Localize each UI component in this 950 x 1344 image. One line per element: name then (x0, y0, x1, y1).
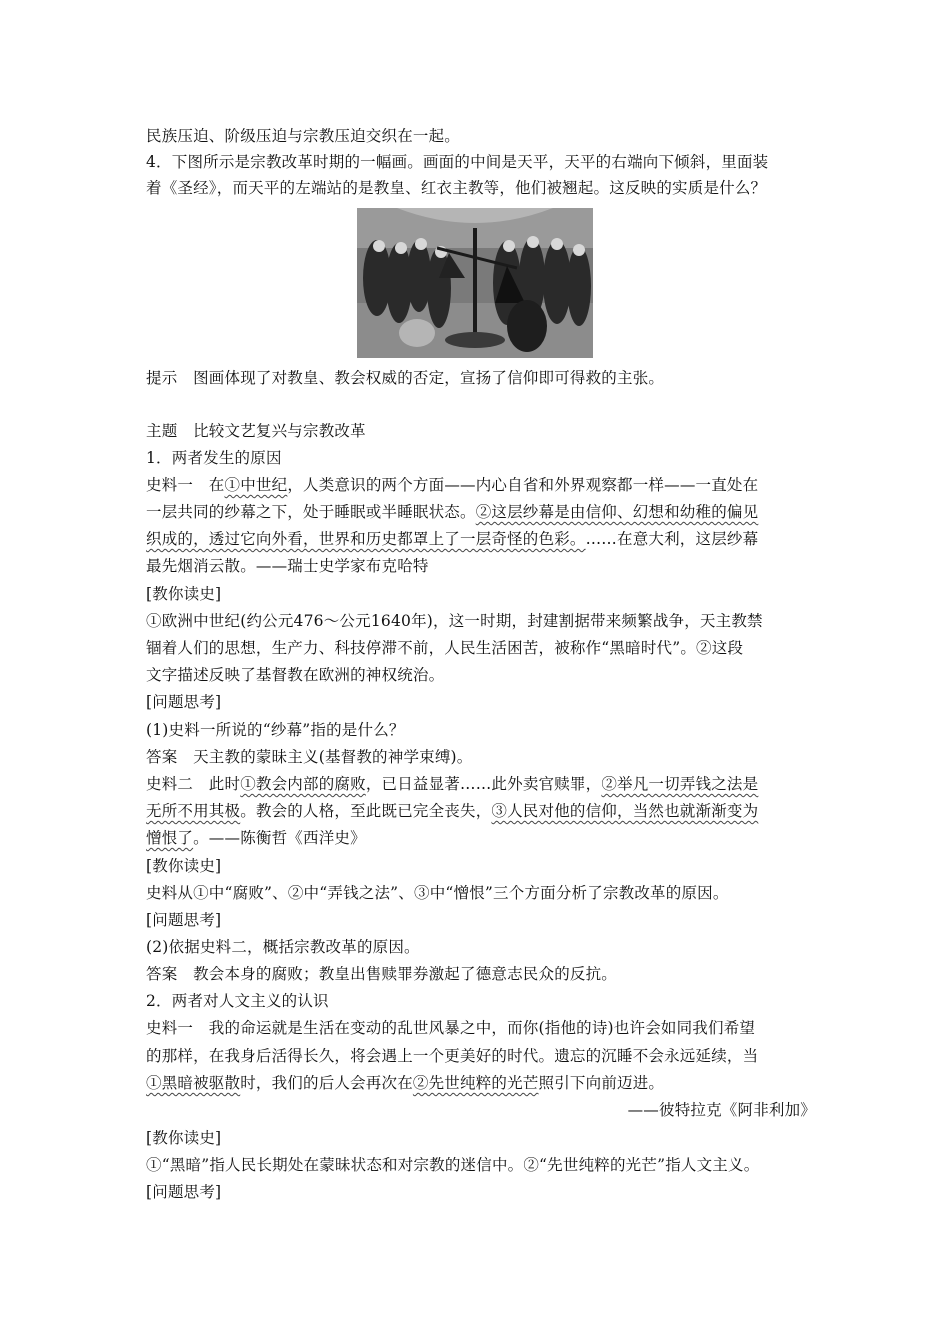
underlined-phrase: 织成的，透过它向外看，世界和历史都罩上了一层奇怪的色彩。 (146, 530, 586, 548)
read-history-text-1: ①欧洲中世纪(约公元476～公元1640年)，这一时期，封建割据带来频繁战争，天主教禁 (146, 612, 763, 630)
text-line: 民族压迫、阶级压迫与宗教压迫交织在一起。 (146, 127, 461, 145)
underlined-phrase: ②这层纱幕是由信仰、幻想和幼稚的偏见 (475, 503, 759, 521)
source-3-line-1: 史料一 我的命运就是生活在变动的乱世风暴之中，而你(指他的诗)也许会如同我们希望 (146, 1019, 756, 1037)
subsection-heading-2: 2．两者对人文主义的认识 (146, 992, 329, 1010)
underlined-phrase: ①中世纪 (224, 476, 288, 494)
subsection-heading-1: 1．两者发生的原因 (146, 449, 282, 467)
text-span: ……在意大利，这层纱幕 (585, 530, 759, 548)
read-history-label: [教你读史] (146, 857, 222, 875)
hint-text: 提示 图画体现了对教皇、教会权威的否定，宣扬了信仰即可得救的主张。 (146, 369, 665, 387)
illustration-image (357, 208, 593, 358)
read-history-text: ①“黑暗”指人民长期处在蒙昧状态和对宗教的迷信中。②“先世纯粹的光芒”指人文主义。 (146, 1156, 760, 1174)
text-span: 时，我们的后人会再次在 (240, 1074, 413, 1092)
read-history-label: [教你读史] (146, 1129, 222, 1147)
read-history-text-3: 文字描述反映了基督教在欧洲的神权统治。 (146, 666, 445, 684)
source-2-line-1 (146, 774, 816, 794)
underlined-phrase: ②举凡一切弄钱之法是 (601, 775, 759, 793)
question-label: [问题思考] (146, 1183, 222, 1201)
question-1: (1)史料一所说的“纱幕”指的是什么？ (146, 721, 405, 739)
question-4-line-1: 4．下图所示是宗教改革时期的一幅画。画面的中间是天平，天平的右端向下倾斜，里面装 (146, 153, 769, 171)
question-2: (2)依据史料二，概括宗教改革的原因。 (146, 938, 420, 956)
text-span: 史料二 此时 (146, 775, 241, 793)
read-history-text-2: 锢着人们的思想，生产力、科技停滞不前，人民生活困苦，被称作“黑暗时代”。②这段 (146, 639, 744, 657)
text-span: ，已日益显著……此外卖官赎罪， (365, 775, 602, 793)
source-2-line-3 (146, 828, 816, 848)
question-label: [问题思考] (146, 911, 222, 929)
source-1-line-4: 最先烟消云散。——瑞士史学家布克哈特 (146, 557, 429, 575)
source-1-line-1 (146, 475, 816, 495)
answer-2: 答案 教会本身的腐败；教皇出售赎罪券激起了德意志民众的反抗。 (146, 965, 618, 983)
underlined-phrase: ①黑暗被驱散 (146, 1074, 241, 1092)
source-2-line-2 (146, 801, 816, 821)
underlined-phrase: 无所不用其极 (146, 802, 241, 820)
underlined-phrase: ③人民对他的信仰，当然也就渐渐变为 (491, 802, 759, 820)
text-span: 。——陈衡哲《西洋史》 (193, 829, 366, 847)
source-3-line-2: 的那样，在我身后活得长久，将会遇上一个更美好的时代。遗忘的沉睡不会永远延续，当 (146, 1047, 759, 1065)
source-3-attribution: ——彼特拉克《阿非利加》 (627, 1101, 816, 1119)
section-title: 主题 比较文艺复兴与宗教改革 (146, 422, 366, 440)
text-span: 。教会的人格，至此既已完全丧失， (240, 802, 492, 820)
text-span: 史料一 在 (146, 476, 225, 494)
text-span: 照引下向前迈进。 (538, 1074, 665, 1092)
read-history-label: [教你读史] (146, 585, 222, 603)
answer-1: 答案 天主教的蒙昧主义(基督教的神学束缚)。 (146, 748, 473, 766)
text-span: ，人类意识的两个方面——内心自省和外界观察都一样——一直处在 (287, 476, 759, 494)
underlined-phrase: ②先世纯粹的光芒 (412, 1074, 539, 1092)
underlined-phrase: ①教会内部的腐败 (240, 775, 366, 793)
question-label: [问题思考] (146, 693, 222, 711)
source-1-line-3 (146, 529, 816, 549)
read-history-text: 史料从①中“腐败”、②中“弄钱之法”、③中“憎恨”三个方面分析了宗教改革的原因。 (146, 884, 729, 902)
underlined-phrase: 憎恨了 (146, 829, 194, 847)
source-3-line-3 (146, 1073, 816, 1093)
question-4-line-2: 着《圣经》，而天平的左端站的是教皇、红衣主教等，他们被翘起。这反映的实质是什么？ (146, 179, 767, 197)
text-span: 一层共同的纱幕之下，处于睡眠或半睡眠状态。 (146, 503, 476, 521)
source-1-line-2 (146, 502, 816, 522)
reformation-balance-illustration (357, 208, 593, 358)
